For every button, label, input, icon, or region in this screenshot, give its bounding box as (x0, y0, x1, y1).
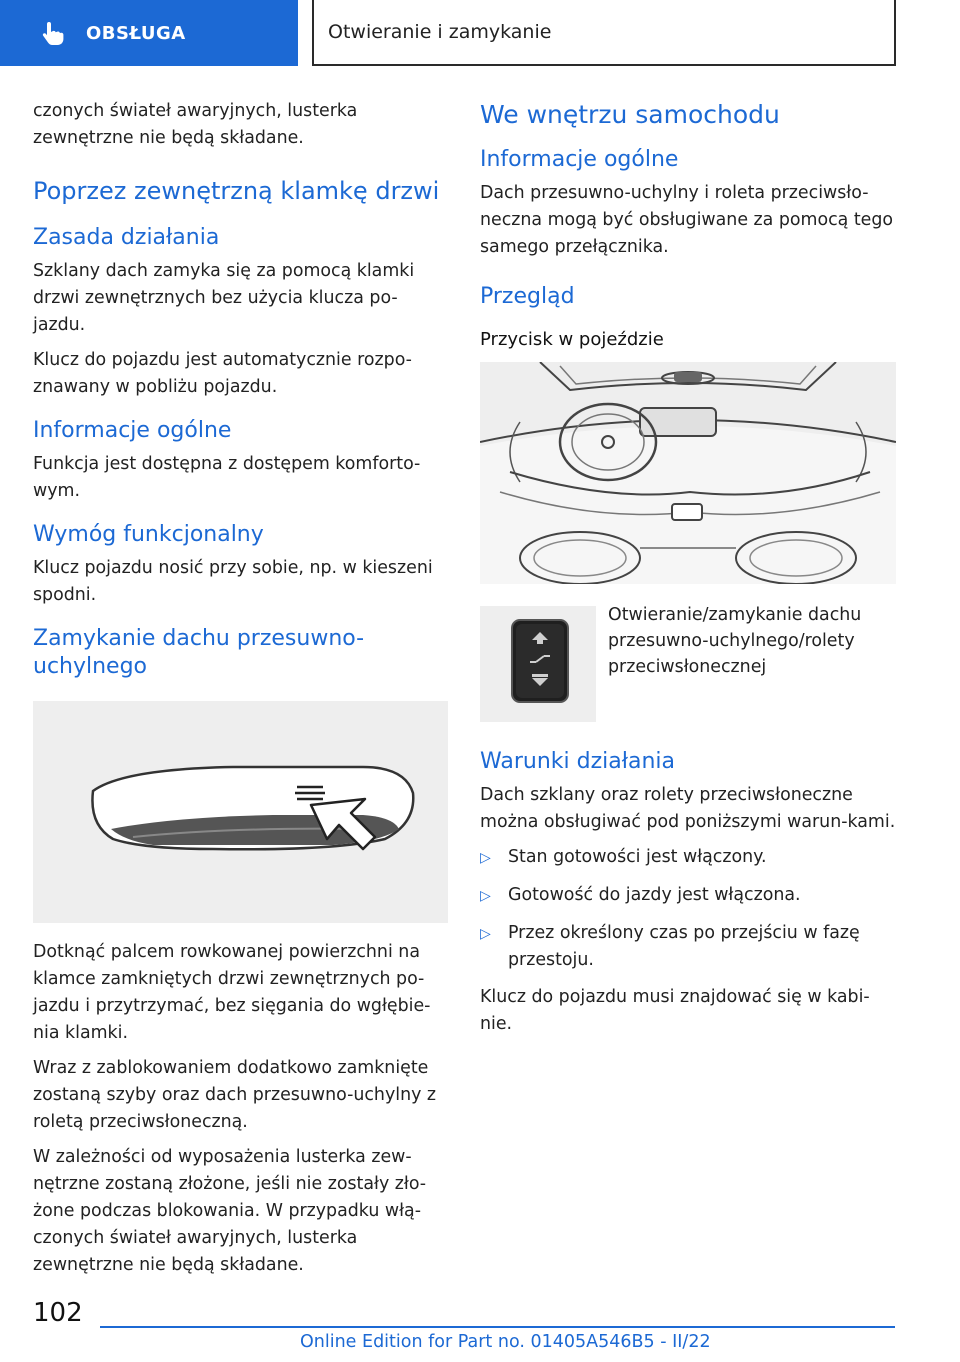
list-item: ▷ Przez określony czas po przejściu w fazę przestoju. (480, 920, 896, 974)
door-handle-figure (33, 701, 448, 923)
cockpit-illustration (480, 362, 896, 584)
general-info-paragraph-right: Dach przesuwno-uchylny i roleta przeciwsło-neczna mogą być obsługiwane za pomocą tego samego przełącznika. (480, 183, 894, 257)
intro-paragraph: czonych świateł awaryjnych, lusterka zewnętrzne nie będą składane. (33, 101, 358, 148)
chapter-title: Otwieranie i zamykanie (328, 21, 552, 43)
principle-paragraph-2: Klucz do pojazdu jest automatycznie rozpo-znawany w pobliżu pojazdu. (33, 350, 412, 397)
roof-switch-figure (480, 606, 596, 722)
footer-divider (100, 1326, 895, 1328)
triangle-bullet-icon: ▷ (480, 926, 491, 942)
principle-paragraph-1: Szklany dach zamyka się za pomocą klamki drzwi zewnętrznych bez użycia klucza po-jazdu. (33, 261, 415, 335)
right-column (480, 98, 896, 1046)
section-title-door-handle: Poprzez zewnętrzną klamkę drzwi (33, 177, 440, 205)
operating-conditions-paragraph: Dach szklany oraz rolety przeciwsłoneczne można obsługiwać pod poniższymi warun-kami. (480, 785, 896, 832)
heading-principle: Zasada działania (33, 225, 220, 250)
list-item: ▷ Stan gotowości jest włączony. (480, 844, 896, 872)
section-tab-label: OBSŁUGA (86, 22, 186, 44)
mirror-paragraph: W zależności od wyposażenia lusterka zew-nętrzne zostaną złożone, jeśli nie zostały zło-żone podczas blokowania. W przypadku włą-czonych świateł awaryjnych, lusterka zewnętrzne nie będą składane. (33, 1147, 427, 1275)
roof-switch-illustration (480, 606, 596, 722)
heading-closing-roof: Zamykanie dachu przesuwno-uchylnego (33, 626, 365, 679)
heading-operating-conditions: Warunki działania (480, 749, 675, 774)
heading-overview: Przegląd (480, 284, 575, 309)
heading-general-info-right: Informacje ogólne (480, 147, 679, 172)
hand-pointer-icon (40, 20, 66, 46)
cockpit-figure (480, 362, 896, 584)
key-in-cabin-paragraph: Klucz do pojazdu musi znajdować się w kabi-nie. (480, 987, 870, 1034)
page-number: 102 (33, 1298, 83, 1328)
general-info-paragraph: Funkcja jest dostępna z dostępem komforto-wym. (33, 454, 421, 501)
heading-requirement: Wymóg funkcjonalny (33, 522, 264, 547)
section-title-interior: We wnętrzu samochodu (480, 100, 780, 129)
button-in-vehicle-caption: Przycisk w pojeździe (480, 329, 664, 350)
triangle-bullet-icon: ▷ (480, 850, 491, 866)
button-detail-row (480, 606, 896, 722)
edition-footer: Online Edition for Part no. 01405A546B5 - II/22 (300, 1332, 711, 1352)
heading-general-info: Informacje ogólne (33, 418, 232, 443)
section-tab (0, 0, 298, 66)
requirement-paragraph: Klucz pojazdu nosić przy sobie, np. w kieszeni spodni. (33, 558, 433, 605)
touch-instruction-paragraph: Dotknąć palcem rowkowanej powierzchni na klamce zamkniętych drzwi zewnętrznych po-jazdu i przytrzymać, bez sięgania do wgłębie-nia klamki. (33, 942, 431, 1043)
chapter-title-box (312, 0, 896, 66)
roof-switch-caption: Otwieranie/zamykanie dachu przesuwno-uchylnego/rolety przeciwsłonecznej (608, 605, 862, 677)
left-column (33, 98, 449, 1287)
locking-paragraph: Wraz z zablokowaniem dodatkowo zamknięte zostaną szyby oraz dach przesuwno-uchylny z roletą przeciwsłoneczną. (33, 1058, 437, 1132)
door-handle-illustration (33, 701, 448, 923)
conditions-list (480, 844, 896, 974)
triangle-bullet-icon: ▷ (480, 888, 491, 904)
list-item: ▷ Gotowość do jazdy jest włączona. (480, 882, 896, 910)
